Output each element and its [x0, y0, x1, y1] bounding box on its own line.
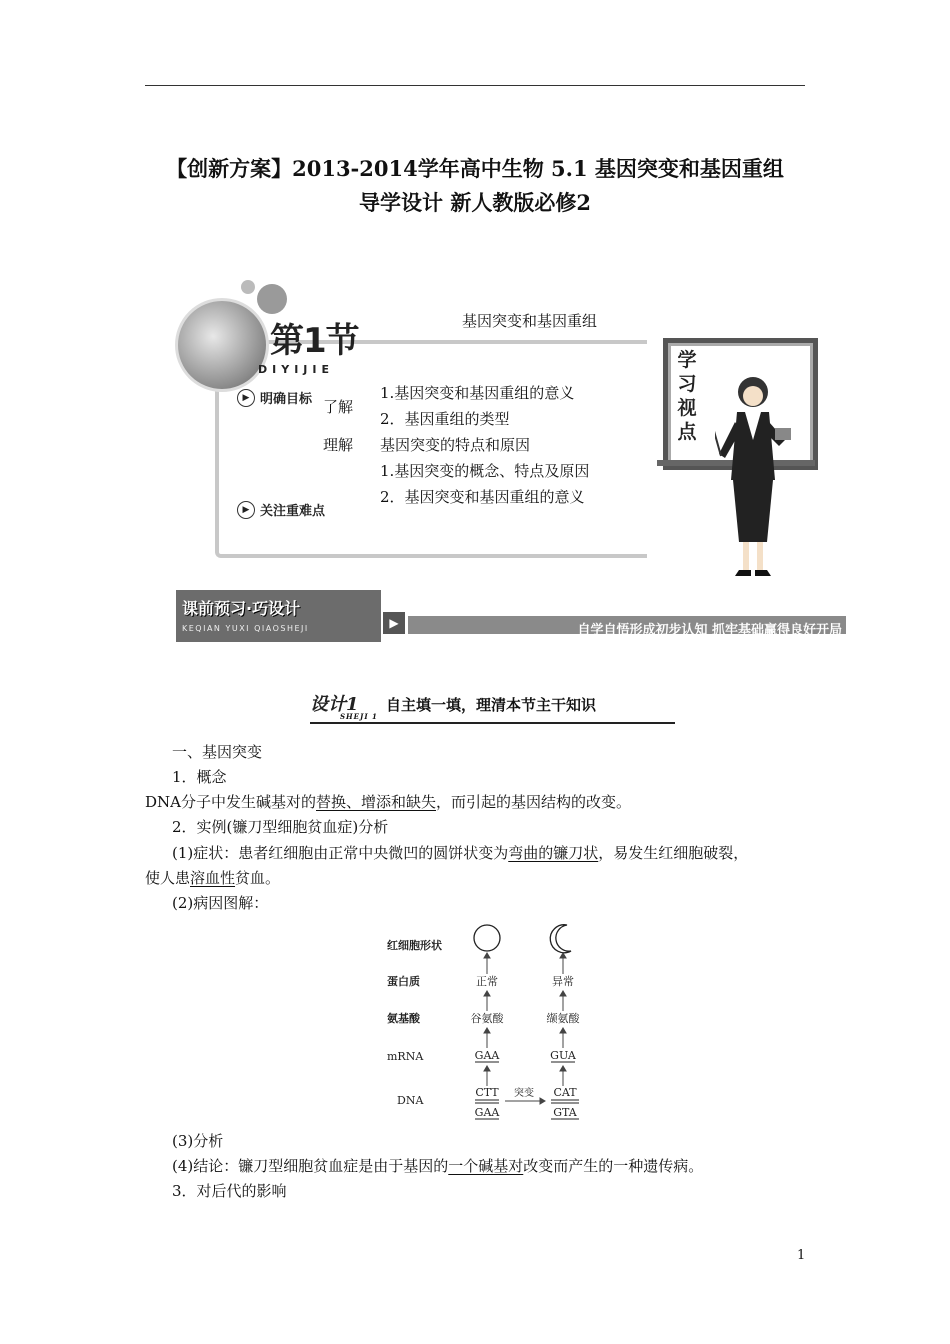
- row-label: 氨基酸: [387, 1012, 420, 1025]
- sickle-cell-shape: [550, 925, 571, 953]
- mutation-label: 突变: [514, 1088, 534, 1099]
- strip-label-box: [176, 590, 381, 642]
- understand-label: 了解: [323, 398, 354, 416]
- abnormal-mrna: GUA: [550, 1049, 576, 1062]
- goal-line: 2．基因突变和基因重组的意义: [380, 488, 585, 506]
- normal-mrna: GAA: [474, 1049, 500, 1062]
- tag-goals: [237, 388, 312, 407]
- row-label: 蛋白质: [387, 975, 420, 988]
- arrow-circle-icon: ▶: [237, 501, 255, 519]
- paragraph-symptom: (1)症状：患者红细胞由正常中央微凹的圆饼状变为弯曲的镰刀状，易发生红细胞破裂，: [172, 844, 749, 862]
- design-logo: 设计1: [310, 694, 359, 715]
- heading-gene-mutation: 一、基因突变: [172, 743, 263, 761]
- grasp-label: 理解: [323, 436, 354, 454]
- abnormal-protein: 异常: [552, 975, 574, 988]
- document-title-line1: 【创新方案】2013-2014学年高中生物 5.1 基因突变和基因重组: [166, 156, 784, 181]
- normal-amino-acid: 谷氨酸: [470, 1012, 504, 1025]
- tag-key-points: [237, 500, 325, 519]
- mutant-dna-bottom: GTA: [553, 1106, 577, 1119]
- strip-pinyin: KEQIAN YUXI QIAOSHEJI: [182, 624, 309, 633]
- goal-line: 1.基因突变的概念、特点及原因: [380, 462, 590, 480]
- pathogenesis-diagram: [385, 918, 590, 1130]
- goal-line: 1.基因突变和基因重组的意义: [380, 384, 575, 402]
- tag-goals-label: 明确目标: [260, 392, 313, 407]
- strip-label: 课前预习·巧设计: [182, 599, 301, 618]
- decor-dot: [241, 280, 255, 294]
- page-number: 1: [797, 1248, 806, 1263]
- goal-line: 基因突变的特点和原因: [380, 436, 531, 454]
- subheading-example: 2．实例(镰刀型细胞贫血症)分析: [172, 818, 389, 836]
- section-pinyin: DIYIJIE: [258, 363, 334, 376]
- goal-line: 2．基因重组的类型: [380, 410, 510, 428]
- normal-protein: 正常: [476, 975, 498, 988]
- section-banner: [175, 280, 815, 580]
- play-arrow-icon: ▶: [383, 612, 405, 634]
- abnormal-amino-acid: 缬氨酸: [546, 1012, 580, 1025]
- decor-dot: [257, 284, 287, 314]
- strip-slogan: 自学自悟形成初步认知 抓牢基础赢得良好开局: [577, 623, 842, 638]
- paragraph-conclusion: (4)结论：镰刀型细胞贫血症是由于基因的一个碱基对改变而产生的一种遗传病。: [172, 1157, 704, 1175]
- cactus-image: [175, 298, 269, 392]
- arrow-circle-icon: ▶: [237, 389, 255, 407]
- chalkboard-text: 学 习 视 点: [677, 349, 697, 443]
- teacher-illustration: [715, 370, 795, 582]
- document-title-line2: 导学设计 新人教版必修2: [359, 190, 591, 215]
- paragraph-cause-diagram: (2)病因图解：: [172, 894, 269, 912]
- preview-strip: [176, 590, 846, 642]
- row-label: 红细胞形状: [387, 939, 442, 952]
- design-heading: [310, 690, 675, 724]
- paragraph-symptom-cont: 使人患溶血性贫血。: [145, 869, 281, 887]
- row-label: DNA: [397, 1094, 424, 1107]
- design-pinyin: SHEJI 1: [340, 712, 378, 721]
- normal-dna-bottom: GAA: [474, 1106, 500, 1119]
- header-rule: [145, 85, 805, 86]
- subheading-concept: 1．概念: [172, 768, 227, 786]
- normal-cell-shape: [474, 925, 500, 951]
- tag-key-label: 关注重难点: [260, 504, 326, 519]
- section-number: 第1节: [270, 321, 359, 361]
- paragraph-analysis: (3)分析: [172, 1132, 224, 1150]
- mutant-dna-top: CAT: [553, 1086, 577, 1099]
- subheading-offspring-effect: 3．对后代的影响: [172, 1182, 287, 1200]
- paragraph-concept: DNA分子中发生碱基对的替换、增添和缺失，而引起的基因结构的改变。: [145, 793, 632, 811]
- normal-dna-top: CTT: [475, 1086, 499, 1099]
- design-heading-text: 自主填一填，理清本节主干知识: [386, 696, 597, 714]
- section-title: 基因突变和基因重组: [462, 312, 598, 330]
- row-label: mRNA: [387, 1050, 424, 1063]
